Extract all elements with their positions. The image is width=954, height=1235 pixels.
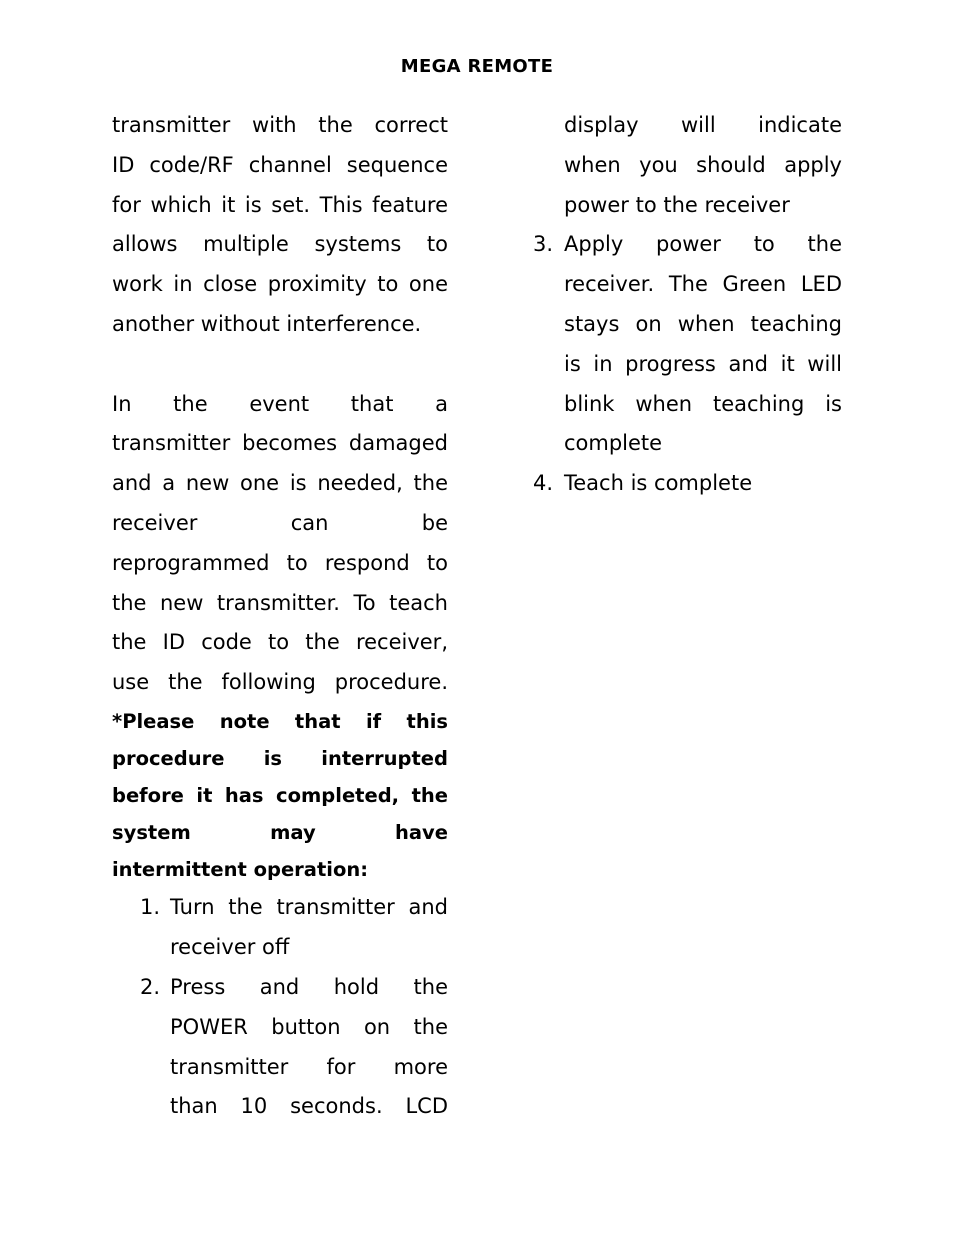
- step-line: complete: [564, 431, 663, 456]
- list-item: [533, 464, 842, 504]
- step-line: when you should apply: [564, 152, 842, 177]
- step-line: Turn the transmitter and: [170, 895, 448, 920]
- warning-note: [112, 703, 448, 888]
- step-line: is in progress and it will: [564, 351, 842, 376]
- text-line: work in close proximity to one: [112, 272, 448, 297]
- step-line: POWER button on the: [170, 1014, 448, 1039]
- step-number: 4.: [533, 471, 554, 496]
- text-line: the new transmitter. To teach: [112, 590, 448, 615]
- step-text: [170, 968, 448, 1127]
- step-text: [564, 464, 842, 504]
- right-column: [533, 106, 842, 504]
- text-line: allows multiple systems to: [112, 232, 448, 257]
- step-line: transmitter for more: [170, 1054, 448, 1079]
- note-line: *Please note that if this: [112, 709, 448, 733]
- text-line: reprogrammed to respond to: [112, 550, 448, 575]
- text-line: and a new one is needed, the: [112, 471, 448, 496]
- left-column: [112, 106, 448, 1127]
- note-line: before it has completed, the: [112, 784, 448, 808]
- step-line: stays on when teaching: [564, 311, 842, 336]
- step-continuation: [533, 106, 842, 225]
- paragraph-id-code: [112, 106, 448, 345]
- step-line: receiver off: [170, 935, 290, 960]
- text-line: transmitter becomes damaged: [112, 431, 448, 456]
- list-item: [112, 888, 448, 968]
- step-line: receiver. The Green LED: [564, 272, 842, 297]
- text-line: transmitter with the correct: [112, 113, 448, 137]
- step-line: than 10 seconds. LCD: [170, 1094, 448, 1119]
- text-line: another without interference.: [112, 311, 422, 336]
- text-line: In the event that a: [112, 391, 448, 416]
- text-line: the ID code to the receiver,: [112, 630, 448, 655]
- paragraph-spacer: [112, 345, 448, 385]
- note-line: system may have: [112, 821, 448, 845]
- paragraph-damaged-transmitter: [112, 385, 448, 703]
- page-header-title: MEGA REMOTE: [400, 56, 554, 77]
- step-text: [564, 225, 842, 464]
- step-number: 1.: [140, 895, 161, 920]
- procedure-steps-list: [112, 888, 448, 1127]
- step-line: power to the receiver: [564, 192, 790, 217]
- text-line: use the following procedure.: [112, 670, 448, 695]
- step-text: [170, 888, 448, 968]
- note-line: procedure is interrupted: [112, 747, 448, 771]
- text-line: for which it is set. This feature: [112, 192, 448, 217]
- note-line: intermittent operation:: [112, 858, 369, 882]
- procedure-steps-list-continued: [533, 225, 842, 504]
- step-line: Teach is complete: [564, 471, 753, 496]
- step-number: 2.: [140, 975, 161, 1000]
- list-item: [533, 225, 842, 464]
- step-number: 3.: [533, 232, 554, 257]
- step-line: blink when teaching is: [564, 391, 842, 416]
- text-line: ID code/RF channel sequence: [112, 152, 448, 177]
- step-line: Press and hold the: [170, 975, 448, 1000]
- step-line: display will indicate: [564, 113, 842, 137]
- text-line: receiver can be: [112, 510, 448, 535]
- list-item: [112, 968, 448, 1127]
- step-line: Apply power to the: [564, 232, 842, 257]
